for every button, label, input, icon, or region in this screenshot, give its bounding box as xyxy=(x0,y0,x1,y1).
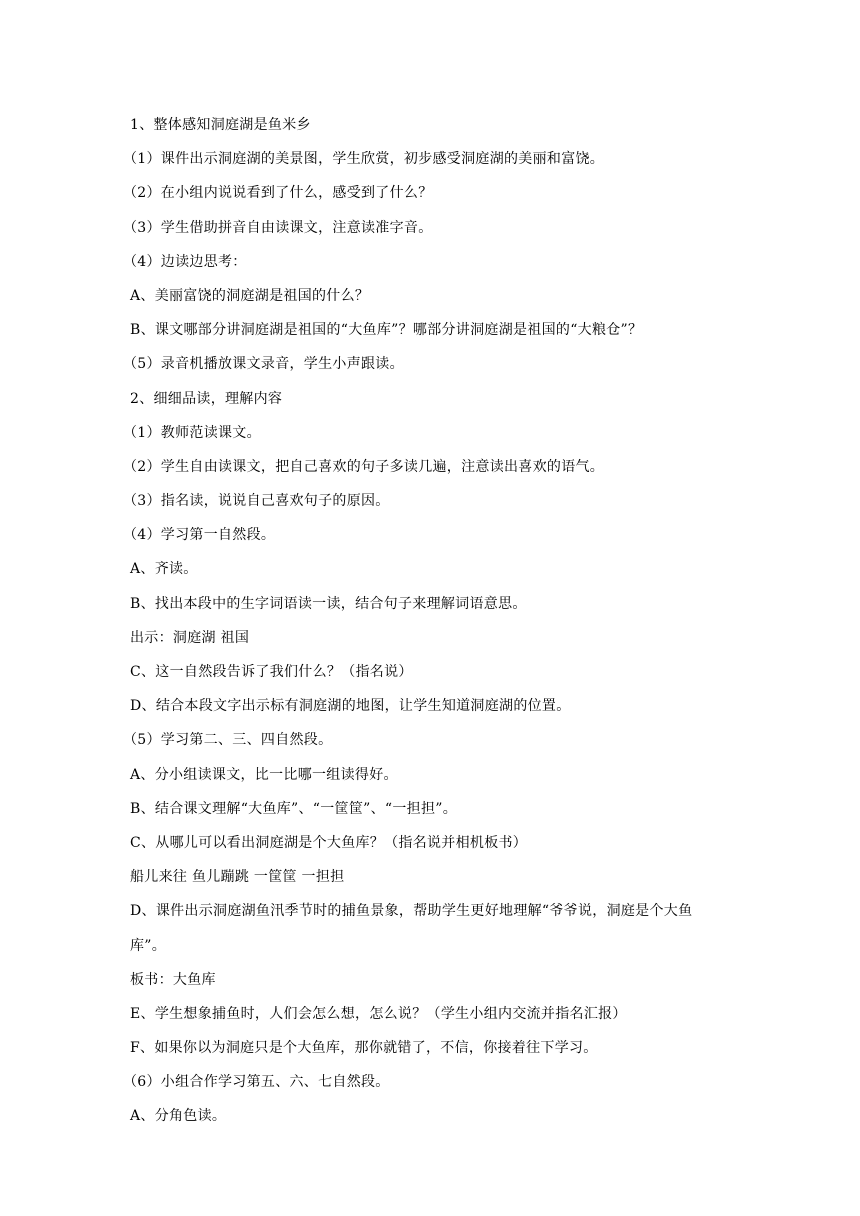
paragraph-line: （2）学生自由读课文，把自己喜欢的句子多读几遍，注意读出喜欢的语气。 xyxy=(123,458,605,475)
paragraph-line: B、结合课文理解“大鱼库”、“一筐筐”、“一担担”。 xyxy=(130,800,458,817)
paragraph-line: A、分角色读。 xyxy=(130,1108,227,1125)
paragraph-line: （5）录音机播放课文录音，学生小声跟读。 xyxy=(123,356,404,373)
paragraph-line: F、如果你以为洞庭只是个大鱼库，那你就错了，不信，你接着往下学习。 xyxy=(130,1040,598,1057)
paragraph-line: （1）教师范读课文。 xyxy=(123,424,261,441)
paragraph-line: （6）小组合作学习第五、六、七自然段。 xyxy=(123,1074,390,1091)
paragraph-line: （4）学习第一自然段。 xyxy=(123,527,276,544)
paragraph-line: A、分小组读课文，比一比哪一组读得好。 xyxy=(130,766,398,783)
paragraph-line: （3）学生借助拼音自由读课文，注意读准字音。 xyxy=(123,219,433,236)
paragraph-line: A、齐读。 xyxy=(130,561,198,578)
paragraph-line: B、找出本段中的生字词语读一读，结合句子来理解词语意思。 xyxy=(130,595,527,612)
paragraph-line: 板书：大鱼库 xyxy=(130,971,216,988)
paragraph-line: 出示：洞庭湖 祖国 xyxy=(130,629,250,646)
paragraph-line: （5）学习第二、三、四自然段。 xyxy=(123,732,333,749)
paragraph-line: A、美丽富饶的洞庭湖是祖国的什么？ xyxy=(130,287,370,304)
paragraph-line: B、课文哪部分讲洞庭湖是祖国的“大鱼库”？哪部分讲洞庭湖是祖国的“大粮仓”？ xyxy=(130,322,643,339)
section-heading: 2、细细品读，理解内容 xyxy=(130,390,283,407)
document-body xyxy=(123,108,740,1134)
paragraph-line: C、从哪儿可以看出洞庭湖是个大鱼库？（指名说并相机板书） xyxy=(130,834,528,851)
paragraph-line: D、结合本段文字出示标有洞庭湖的地图，让学生知道洞庭湖的位置。 xyxy=(130,698,571,715)
paragraph-line: （4）边读边思考： xyxy=(123,253,247,270)
paragraph-line: C、这一自然段告诉了我们什么？（指名说） xyxy=(130,664,413,680)
paragraph-line: （3）指名读，说说自己喜欢句子的原因。 xyxy=(123,493,390,510)
paragraph-line: 船儿来往 鱼儿蹦跳 一筐筐 一担担 xyxy=(130,869,345,886)
paragraph-line: E、学生想象捕鱼时，人们会怎么想，怎么说？（学生小组内交流并指名汇报） xyxy=(130,1005,627,1022)
section-heading: 1、整体感知洞庭湖是鱼米乡 xyxy=(130,117,311,133)
paragraph-line: D、课件出示洞庭湖鱼汛季节时的捕鱼景象，帮助学生更好地理解“爷爷说，洞庭是个大鱼 xyxy=(130,903,693,920)
paragraph-line: （2）在小组内说说看到了什么，感受到了什么？ xyxy=(123,185,433,202)
paragraph-line: 库”。 xyxy=(130,937,167,954)
paragraph-line: （1）课件出示洞庭湖的美景图，学生欣赏，初步感受洞庭湖的美丽和富饶。 xyxy=(123,151,605,168)
